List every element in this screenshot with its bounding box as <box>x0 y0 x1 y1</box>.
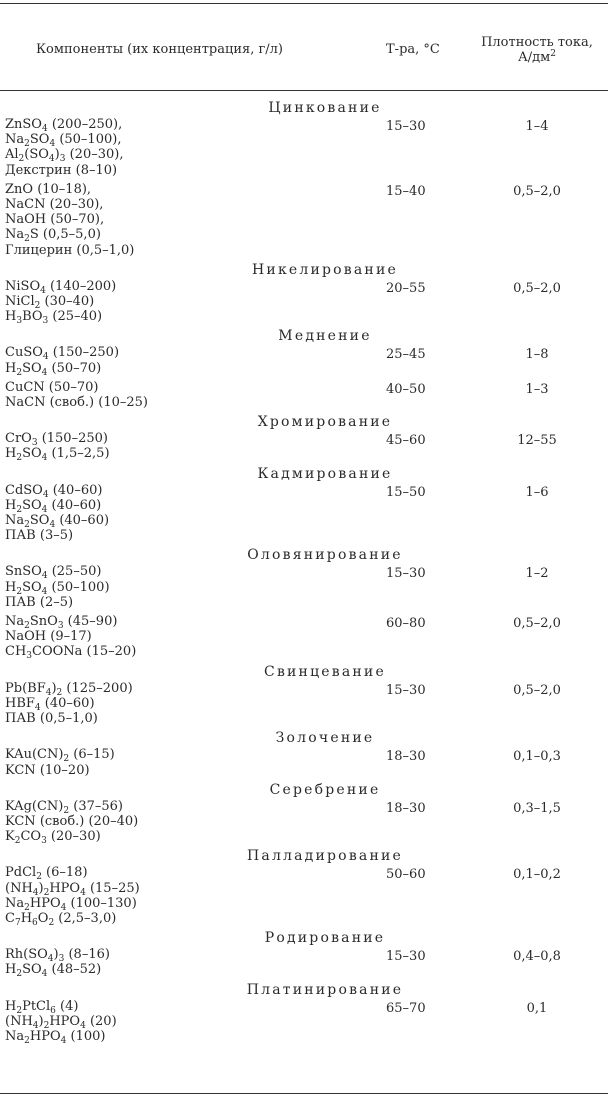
temperature-cell: 15–50 <box>386 484 426 500</box>
table-row <box>0 117 610 178</box>
table-row <box>0 431 610 464</box>
component-line: $H_2SO_4$ (50–100) <box>5 579 110 597</box>
section-title: Меднение <box>278 328 372 345</box>
component-line: ZnO (10–18), <box>5 181 92 197</box>
temperature-cell: 15–30 <box>386 119 426 134</box>
component-line: $H_2SO_4$ (48–52) <box>5 962 102 980</box>
section <box>0 930 610 980</box>
section <box>0 414 610 464</box>
component-line: CdSO$_4$ (40–60) <box>5 482 103 500</box>
temperature-cell: 40–50 <box>386 381 426 397</box>
table-row <box>0 947 610 980</box>
section <box>0 782 610 845</box>
table-body <box>0 100 610 1048</box>
section <box>0 664 610 727</box>
current-density-cell: 0,5–2,0 <box>513 183 561 199</box>
section-title: Платинирование <box>246 981 404 998</box>
current-density-cell: 0,1–0,3 <box>513 749 561 765</box>
component-line: $Na_2SO_4$ (50–100), <box>5 132 122 150</box>
temperature-cell: 20–55 <box>386 280 426 296</box>
section <box>0 848 610 926</box>
component-line: $Al_2(SO_4)_3$ (20–30), <box>5 147 124 165</box>
component-line: NiCl$_2$ (30–40) <box>5 294 95 312</box>
section-title: Палладирование <box>246 848 403 865</box>
component-line: NaOH (9–17) <box>5 629 92 645</box>
component-line: $Na_2SO_4$ (40–60) <box>5 513 110 531</box>
table-row <box>0 999 610 1045</box>
temperature-cell: 50–60 <box>386 867 426 883</box>
section <box>0 328 610 410</box>
component-line: $K_2CO_3$ (20–30) <box>5 829 101 847</box>
component-line: Декстрин (8–10) <box>5 162 118 178</box>
component-line: SnSO$_4$ (25–50) <box>5 564 102 582</box>
component-line: $H_2SO_4$ (40–60) <box>5 497 102 515</box>
component-line: $KAg(CN)_2$ (37–56) <box>5 798 123 816</box>
component-line: $KAu(CN)_2$ (6–15) <box>5 747 115 765</box>
component-line: Глицерин (0,5–1,0) <box>5 242 135 258</box>
header-density-line2: $А/дм^2$ <box>517 49 557 65</box>
component-line: $H_2SO_4$ (50–70) <box>5 360 102 378</box>
section <box>0 100 610 258</box>
component-line: $C_7H_6O_2$ (2,5–3,0) <box>5 910 117 928</box>
header-temperature: Т-ра, °С <box>386 42 440 57</box>
section <box>0 982 610 1045</box>
table-row <box>0 681 610 727</box>
current-density-cell: 1–6 <box>525 484 549 500</box>
table-row <box>0 279 610 325</box>
component-line: NaCN (20–30), <box>5 197 104 213</box>
table-row <box>0 380 610 410</box>
table-row <box>0 799 610 845</box>
table-row <box>0 865 610 926</box>
table-row <box>0 614 610 660</box>
current-density-cell: 0,1–0,2 <box>513 867 561 883</box>
component-line: $Pb(BF_4)_2$ (125–200) <box>5 680 133 698</box>
section-title: Цинкование <box>268 100 382 116</box>
component-line: KCN (10–20) <box>5 762 90 778</box>
component-line: $(NH_4)_2HPO_4$ (15–25) <box>5 880 140 898</box>
current-density-cell: 0,5–2,0 <box>513 616 561 632</box>
section-title: Оловянирование <box>247 547 403 564</box>
section-title: Золочение <box>275 730 375 747</box>
temperature-cell: 15–30 <box>386 949 426 965</box>
component-line: $H_2SO_4$ (1,5–2,5) <box>5 446 110 464</box>
section-title: Хромирование <box>257 414 393 431</box>
table-row <box>0 747 610 777</box>
temperature-cell: 15–30 <box>386 566 426 582</box>
component-line: $H_2PtCl_6$ (4) <box>5 998 79 1016</box>
component-line: $HBF_4$ (40–60) <box>5 695 95 713</box>
section-title: Свинцевание <box>264 663 386 680</box>
component-line: CuCN (50–70) <box>5 379 99 395</box>
component-line: $Na_2HPO_4$ (100) <box>5 1028 106 1046</box>
current-density-cell: 0,5–2,0 <box>513 682 561 698</box>
temperature-cell: 15–40 <box>386 183 426 199</box>
section-title: Серебрение <box>269 781 381 798</box>
temperature-cell: 25–45 <box>386 347 426 363</box>
component-line: KCN (своб.) (20–40) <box>5 813 139 829</box>
current-density-cell: 0,3–1,5 <box>513 800 561 816</box>
component-line: ZnSO$_4$ (200–250), <box>5 117 123 134</box>
component-line: NiSO$_4$ (140–200) <box>5 278 117 296</box>
section <box>0 262 610 325</box>
component-line: $Na_2S$ (0,5–5,0) <box>5 227 101 245</box>
temperature-cell: 45–60 <box>386 433 426 449</box>
section <box>0 730 610 777</box>
table-row <box>0 564 610 610</box>
temperature-cell: 15–30 <box>386 682 426 698</box>
component-line: NaCN (своб.) (10–25) <box>5 395 148 411</box>
component-line: ПАВ (3–5) <box>5 528 74 544</box>
section-title: Никелирование <box>252 261 398 278</box>
section <box>0 547 610 662</box>
current-density-cell: 1–2 <box>525 566 549 582</box>
component-line: PdCl$_2$ (6–18) <box>5 865 88 883</box>
component-line: $Rh(SO_4)_3$ (8–16) <box>5 947 110 965</box>
temperature-cell: 60–80 <box>386 616 426 632</box>
component-line: CrO$_3$ (150–250) <box>5 431 108 449</box>
current-density-cell: 1–8 <box>525 347 549 363</box>
component-line: NaOH (50–70), <box>5 212 105 228</box>
section-title: Родирование <box>264 930 386 947</box>
temperature-cell: 18–30 <box>386 749 426 765</box>
component-line: ПАВ (0,5–1,0) <box>5 711 98 727</box>
component-line: $(NH_4)_2HPO_4$ (20) <box>5 1013 117 1031</box>
header-current-density <box>473 35 601 65</box>
component-line: $CH_3COONa$ (15–20) <box>5 644 137 662</box>
current-density-cell: 1–3 <box>525 381 549 397</box>
table-bottom-rule <box>0 1093 608 1094</box>
component-line: $H_3BO_3$ (25–40) <box>5 309 103 327</box>
table-top-rule <box>0 3 608 4</box>
table-row <box>0 182 610 258</box>
table-row <box>0 483 610 544</box>
current-density-cell: 0,4–0,8 <box>513 949 561 965</box>
table-row <box>0 345 610 378</box>
component-line: ПАВ (2–5) <box>5 594 74 610</box>
component-line: CuSO$_4$ (150–250) <box>5 345 120 363</box>
component-line: $Na_2SnO_3$ (45–90) <box>5 614 118 632</box>
section-title: Кадмирование <box>257 465 393 482</box>
table-header-rule <box>0 90 608 91</box>
temperature-cell: 18–30 <box>386 800 426 816</box>
current-density-cell: 1–4 <box>525 119 549 134</box>
header-density-line1: Плотность тока, <box>481 35 593 50</box>
current-density-cell: 12–55 <box>517 433 557 449</box>
current-density-cell: 0,5–2,0 <box>513 280 561 296</box>
temperature-cell: 65–70 <box>386 1000 426 1016</box>
section <box>0 466 610 544</box>
header-components: Компоненты (их концентрация, г/л) <box>36 42 283 57</box>
current-density-cell: 0,1 <box>526 1000 548 1016</box>
component-line: $Na_2HPO_4$ (100–130) <box>5 895 137 913</box>
